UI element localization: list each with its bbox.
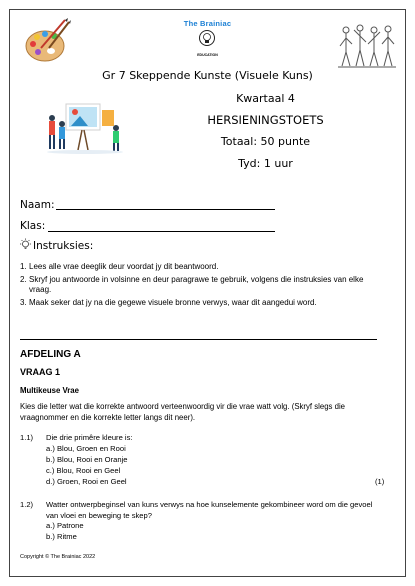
test-title: HERSIENINGSTOETS xyxy=(207,113,324,127)
question-number: 1.1) xyxy=(20,433,34,442)
lightbulb-icon xyxy=(19,238,32,251)
art-gallery-illustration xyxy=(42,98,128,154)
instructions-list xyxy=(20,262,380,308)
total-marks: Totaal: 50 punte xyxy=(220,135,311,148)
class-label: Klas: xyxy=(20,220,46,232)
brainiac-logo-icon xyxy=(198,29,216,53)
name-input-line[interactable] xyxy=(56,209,275,210)
answer-option[interactable]: a.) Patrone xyxy=(46,521,84,530)
name-label: Naam: xyxy=(20,199,55,211)
term-label: Kwartaal 4 xyxy=(236,92,295,105)
question-marks: (1) xyxy=(375,477,385,486)
question-heading: VRAAG 1 xyxy=(20,367,61,377)
instruction-number: 1. xyxy=(20,262,27,271)
answer-option[interactable]: a.) Blou, Groen en Rooi xyxy=(46,444,126,453)
answer-option[interactable]: c.) Blou, Rooi en Geel xyxy=(46,466,121,475)
instruction-item xyxy=(20,298,380,309)
class-input-line[interactable] xyxy=(48,231,275,232)
instruction-item xyxy=(20,275,380,296)
answer-option[interactable]: d.) Groen, Rooi en Geel xyxy=(46,477,127,486)
question-text: Die drie primêre kleure is: xyxy=(46,433,133,442)
logo-text: EDUCATION xyxy=(197,53,218,57)
section-intro: Kies die letter wat die korrekte antwoord verteenwoordig vir die vrae watt volg. (Skryf slegs die vraagnommer en die korrekte letter langs dit neer). xyxy=(20,402,346,422)
statues-icon xyxy=(338,22,396,72)
question-number: 1.2) xyxy=(20,500,34,509)
answer-option[interactable]: b.) Blou, Rooi en Oranje xyxy=(46,455,128,464)
instructions-title: Instruksies: xyxy=(33,240,94,252)
question-subtitle: Multikeuse Vrae xyxy=(20,386,79,395)
instruction-item xyxy=(20,262,380,273)
section-title: AFDELING A xyxy=(20,349,81,360)
subject-title: Gr 7 Skeppende Kunste (Visuele Kuns) xyxy=(102,69,313,82)
answer-option[interactable]: b.) Ritme xyxy=(46,532,77,541)
instruction-number: 3. xyxy=(20,297,27,307)
copyright-footer: Copyright © The Brainiac 2022 xyxy=(20,554,96,560)
question-text: Watter ontwerpbeginsel van kuns verwys na hoe kunselemente gekombineer word om die gevoel van vloei en beweging te skep? xyxy=(46,500,373,520)
duration: Tyd: 1 uur xyxy=(238,157,293,170)
brand-name: The Brainiac xyxy=(183,19,232,28)
section-divider xyxy=(20,339,377,340)
instruction-text: Maak seker dat jy na die gegewe visuele bronne verwys, waar dit aangedui word. xyxy=(29,297,317,307)
instruction-text: Skryf jou antwoorde in volsinne en deur paragrawe te gebruik, volgens die instruksies van elke vraag. xyxy=(29,274,364,294)
instruction-text: Lees alle vrae deeglik deur voordat jy dit beantwoord. xyxy=(29,262,219,271)
instruction-number: 2. xyxy=(20,274,27,284)
